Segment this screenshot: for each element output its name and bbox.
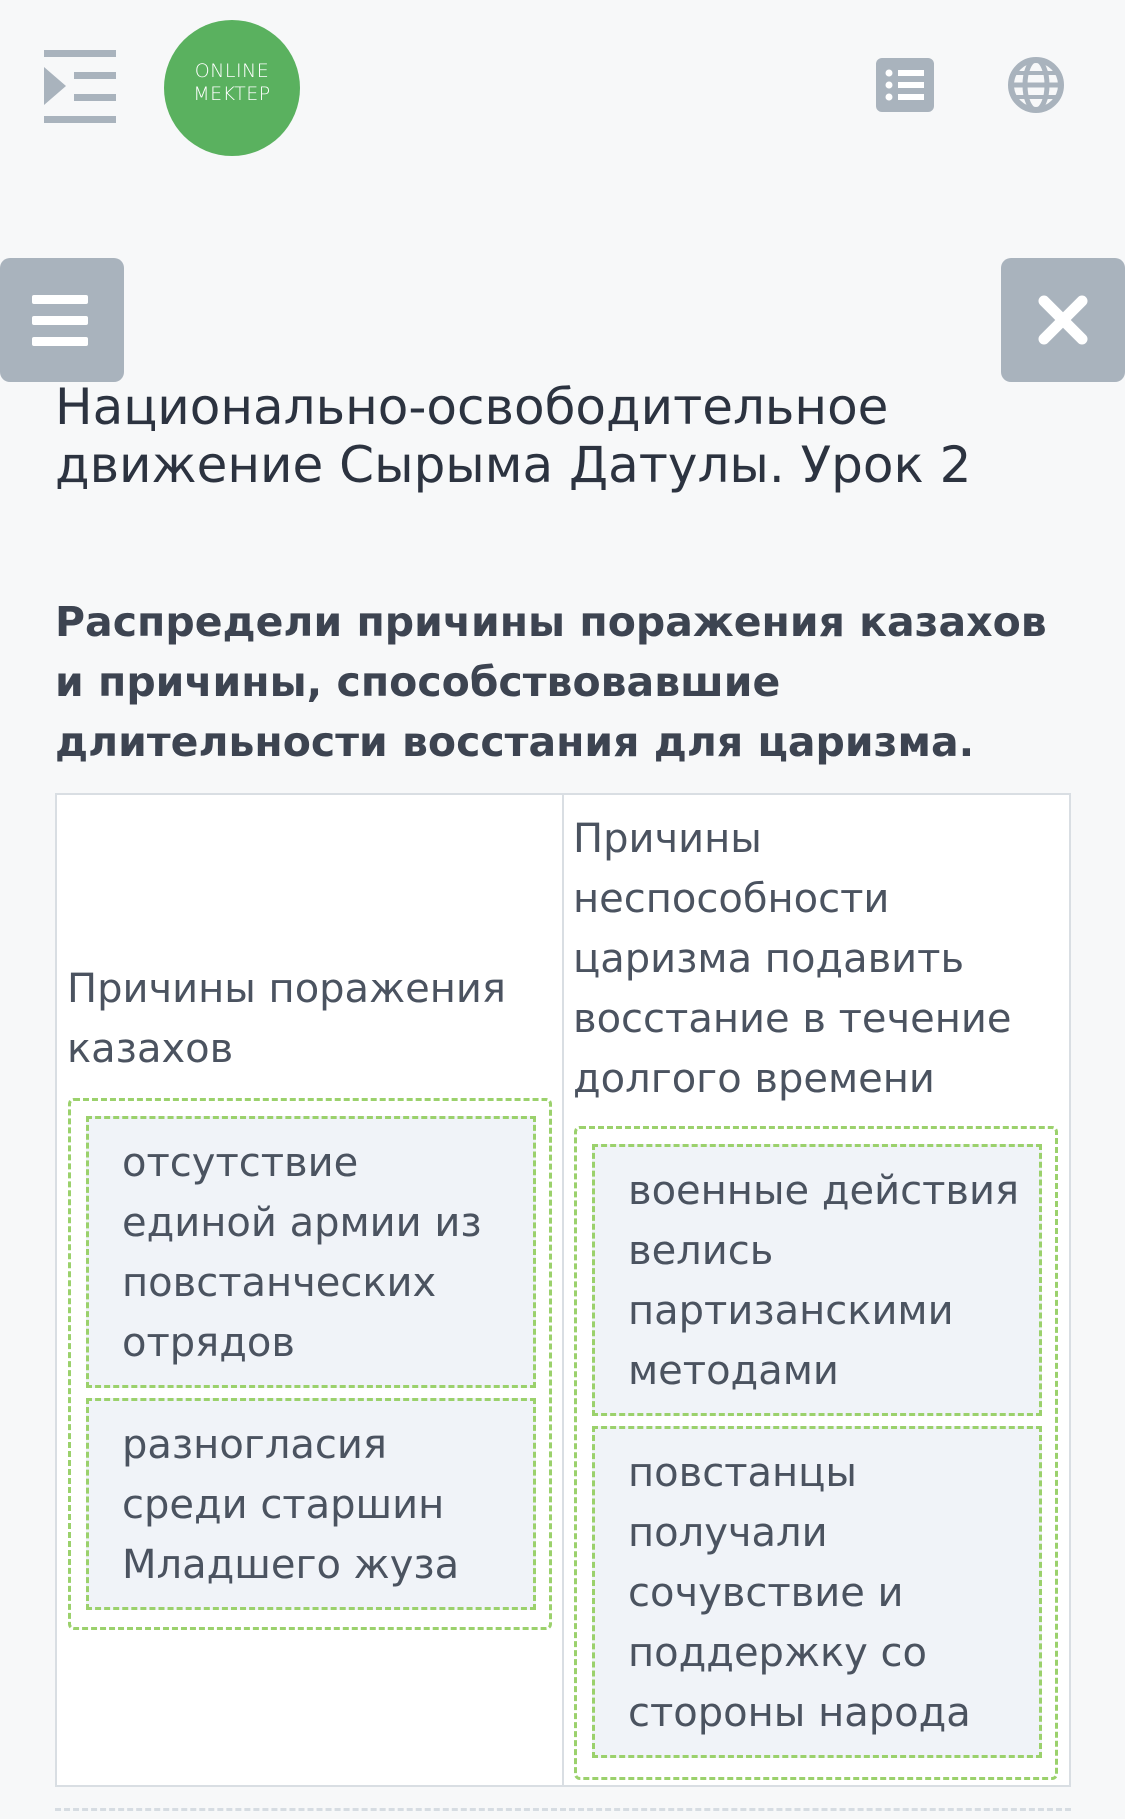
logo-text [164,60,300,106]
logo-line1: ONLINE [194,60,270,82]
close-icon [1001,258,1125,382]
online-mektep-logo[interactable] [164,20,300,156]
globe-icon[interactable] [1007,56,1065,114]
card-text: отсутствие единой армии из повстанческих отрядов [122,1140,482,1366]
list-icon[interactable] [876,58,934,112]
answer-pool-zone[interactable] [55,1808,1071,1819]
drop-zone-duration-causes[interactable] [574,1126,1058,1780]
draggable-card[interactable] [86,1398,536,1610]
draggable-card[interactable] [86,1116,536,1388]
lesson-title: Национально-освободительное движение Сырыма Датулы. Урок 2 [55,378,972,494]
sorting-table [55,793,1071,1787]
column-header-defeat-causes: Причины поражения казахов [67,966,506,1072]
hamburger-menu-icon [0,258,124,382]
side-menu-button[interactable] [0,258,124,382]
column-header-duration-causes: Причины неспособности царизма подавить восстание в течение долгого времени [573,816,1012,1102]
card-text: военные действия велись партизанскими методами [628,1168,1020,1394]
draggable-card[interactable] [592,1144,1042,1416]
column-divider [562,795,564,1785]
app-header [0,0,1125,175]
draggable-card[interactable] [592,1426,1042,1758]
logo-line2: MEKTEP [193,83,271,105]
close-button[interactable] [1001,258,1125,382]
task-instruction: Распредели причины поражения казахов и причины, способствовавшие длительности восстания для царизма. [55,598,1047,766]
nav-toggle-icon[interactable] [44,50,120,124]
card-text: повстанцы получали сочувствие и поддержку со стороны народа [628,1450,971,1736]
drop-zone-defeat-causes[interactable] [68,1098,552,1630]
card-text: разногласия среди старшин Младшего жуза [122,1422,460,1588]
